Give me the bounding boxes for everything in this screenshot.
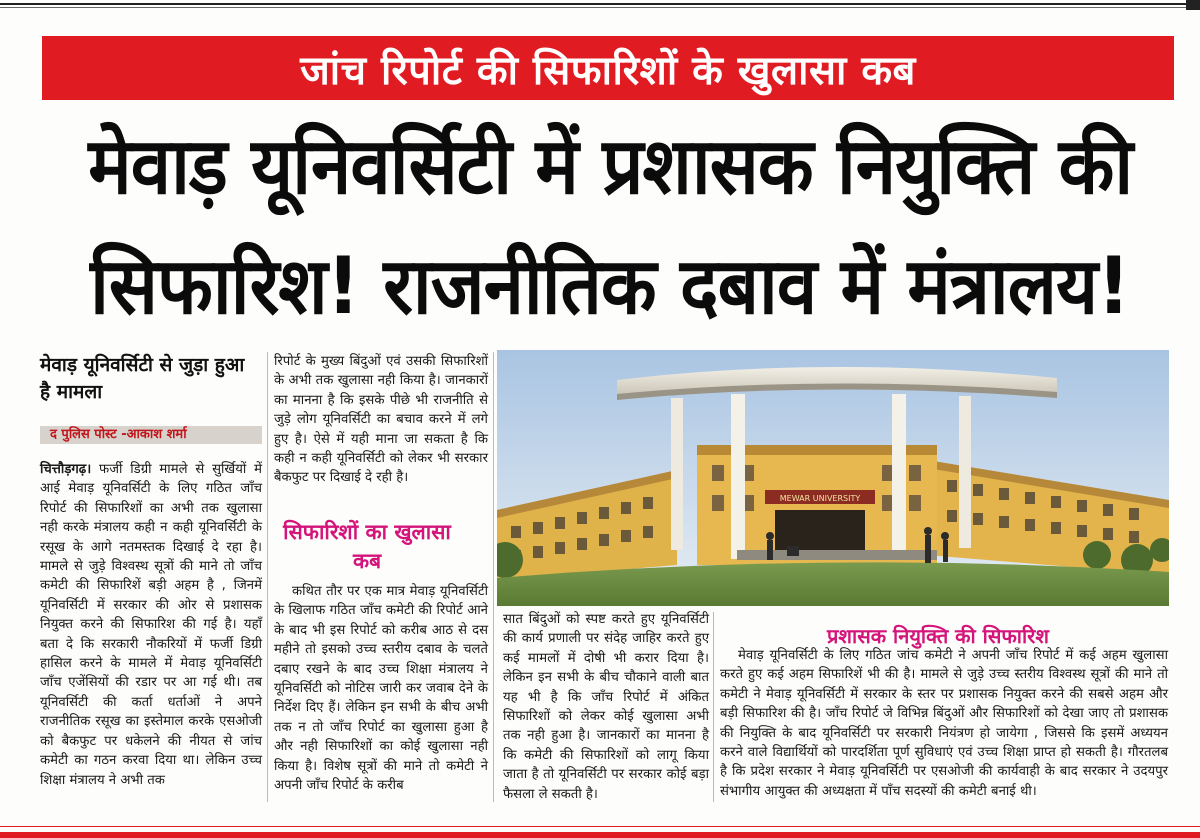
- column-divider: [713, 612, 714, 802]
- column1-subhead: मेवाड़ यूनिवर्सिटी से जुड़ा हुआ है मामला: [40, 354, 245, 403]
- main-headline: [40, 108, 1180, 348]
- headline-line-2: सिफारिश! राजनीतिक दबाव में मंत्रालय!: [90, 242, 1130, 333]
- column2-body-text: कथित तौर पर एक मात्र मेवाड़ यूनिवर्सिटी के खिलाफ गठित जाँच कमेटी की रिपोर्ट आने के बाद भी इस रिपोर्ट को करीब आठ से दस महीने तो इसको उच्च स्तरीय दबाव के चलते दबाए रखने के बाद उच्च शिक्षा मंत्रालय ने यूनिवर्सिटी को नोटिस जारी कर जवाब देने के निर्देश दिए हैं। लेकिन इन सभी के बीच अभी तक न तो जाँच रिपोर्ट का खुलासा हुआ है और नही सिफारिशों का कोई खुलासा नही किया है। विशेष सूत्रों की माने तो कमेटी ने अपनी जाँच रिपोर्ट के करीब: [274, 584, 488, 794]
- column1-text: फर्जी डिग्री मामले से सुर्खियों में आई मेवाड़ यूनिवर्सिटी के लिए गठित जाँच रिपोर्ट की सिफारिशों का अभी तक खुलासा नही करके मंत्रालय कही न कही यूनिवर्सिटी के रसूख के आगे नतमस्तक दिखाई दे रहा है। मामले से जुड़े विश्वस्थ सूत्रों की माने तो जाँच कमेटी की सिफारिशें बड़ी अहम है , जिनमें यूनिवर्सिटी में सरकार की ओर से प्रशासक नियुक्त करने की सिफारिश की गई है। यहाँ बता दे कि सरकारी नौकरियों में फर्जी डिग्री हासिल करने के मामले में मेवाड़ यूनिवर्सिटी जाँच एजेंसियों की रडार पर आ गई थी। तब यूनिवर्सिटी की कर्ता धर्ताओं ने अपने राजनीतिक रसूख का इस्तेमाल करके एसओजी को बैकफुट पर धकेलने की नीयत से जांच कमेटी का गठन करवा दिया था। लेकिन उच्च शिक्षा मंत्रालय ने अभी तक: [40, 462, 262, 788]
- bottom-rule: [0, 826, 1200, 827]
- university-photo: [497, 350, 1169, 606]
- column1-body: [40, 460, 262, 790]
- university-building-illustration: [497, 350, 1169, 606]
- column3-text: सात बिंदुओं को स्पष्ट करते हुए यूनिवर्सिटी की कार्य प्रणाली पर संदेह जाहिर करते हुए कई मामलों में दोषी भी करार दिया है। लेकिन इन सभी के बीच चौकाने वाली बात यह भी है कि जाँच रिपोर्ट में अंकित सिफारिशों को लेकर कोई खुलासा अभी तक नही हुआ है। जानकारों का मानना है कि कमेटी की सिफारिशों को लागू किया जाता है तो यूनिवर्सिटी पर सरकार कोई बड़ा फैसला ले सकती है।: [503, 612, 709, 802]
- column4-body: [720, 646, 1168, 801]
- column2-top: [274, 352, 488, 488]
- kicker-text: जांच रिपोर्ट की सिफारिशों के खुलासा कब: [300, 47, 916, 94]
- byline: द पुलिस पोस्ट -आकाश शर्मा: [40, 426, 262, 444]
- column-divider: [267, 352, 268, 802]
- headline-line-1: मेवाड़ यूनिवर्सिटी में प्रशासक नियुक्ति की: [88, 122, 1132, 213]
- column2-top-text: रिपोर्ट के मुख्य बिंदुओं एवं उसकी सिफारिशों के अभी तक खुलासा नही किया है। जानकारों का मानना है कि इसके पीछे भी राजनीति से जुड़े लोग यूनिवर्सिटी का बचाव करने में लगे हुए है। ऐसे में यही माना जा सकता है कि कही न कही यूनिवर्सिटी को लेकर भी सरकार बैकफुट पर दिखाई दे रही है।: [274, 354, 488, 486]
- column4-text: मेवाड़ यूनिवर्सिटी के लिए गठित जांच कमेटी ने अपनी जाँच रिपोर्ट में कई अहम खुलासा करते हुए कई अहम सिफारिशें भी की है। मामले से जुड़े उच्च स्तरीय विश्वस्थ सूत्रों की माने तो कमेटी ने मेवाड़ यूनिवर्सिटी में सरकार के स्तर पर प्रशासक नियुक्त करने की सबसे अहम और बड़ी सिफारिश की है। जाँच रिपोर्ट जे विभिन्न बिंदुओं और सिफारिशों को देखा जाए तो प्रशासक की नियुक्ति के बाद यूनिवर्सिटी पर सरकारी नियंत्रण हो जायेगा , जिससे कि इसमें अध्ययन करने वाले विद्यार्थियों को पारदर्शिता पूर्ण सुविधाएं एवं उच्च शिक्षा प्राप्त हो सकती है। गौरतलब है कि प्रदेश सरकार ने मेवाड़ यूनिवर्सिटी पर एसओजी की कार्यवाही के बाद सरकार ने उदयपुर संभागीय आयुक्त की अध्यक्षता में पाँच सदस्यों की कमेटी बनाई थी।: [720, 648, 1168, 799]
- column2-subhead: सिफारिशों का खुलासा कब: [283, 520, 451, 573]
- top-border: [0, 0, 1200, 10]
- building-sign: MEWAR UNIVERSITY: [779, 494, 861, 503]
- column-divider: [493, 352, 494, 802]
- bottom-bar: [0, 832, 1200, 838]
- kicker-banner: [42, 36, 1174, 100]
- column4-subhead: प्रशासक नियुक्ति की सिफारिश: [827, 624, 1049, 648]
- dateline: चित्तौड़गढ़।: [40, 462, 92, 477]
- column2-body: [274, 582, 488, 795]
- column3-body: [503, 610, 709, 804]
